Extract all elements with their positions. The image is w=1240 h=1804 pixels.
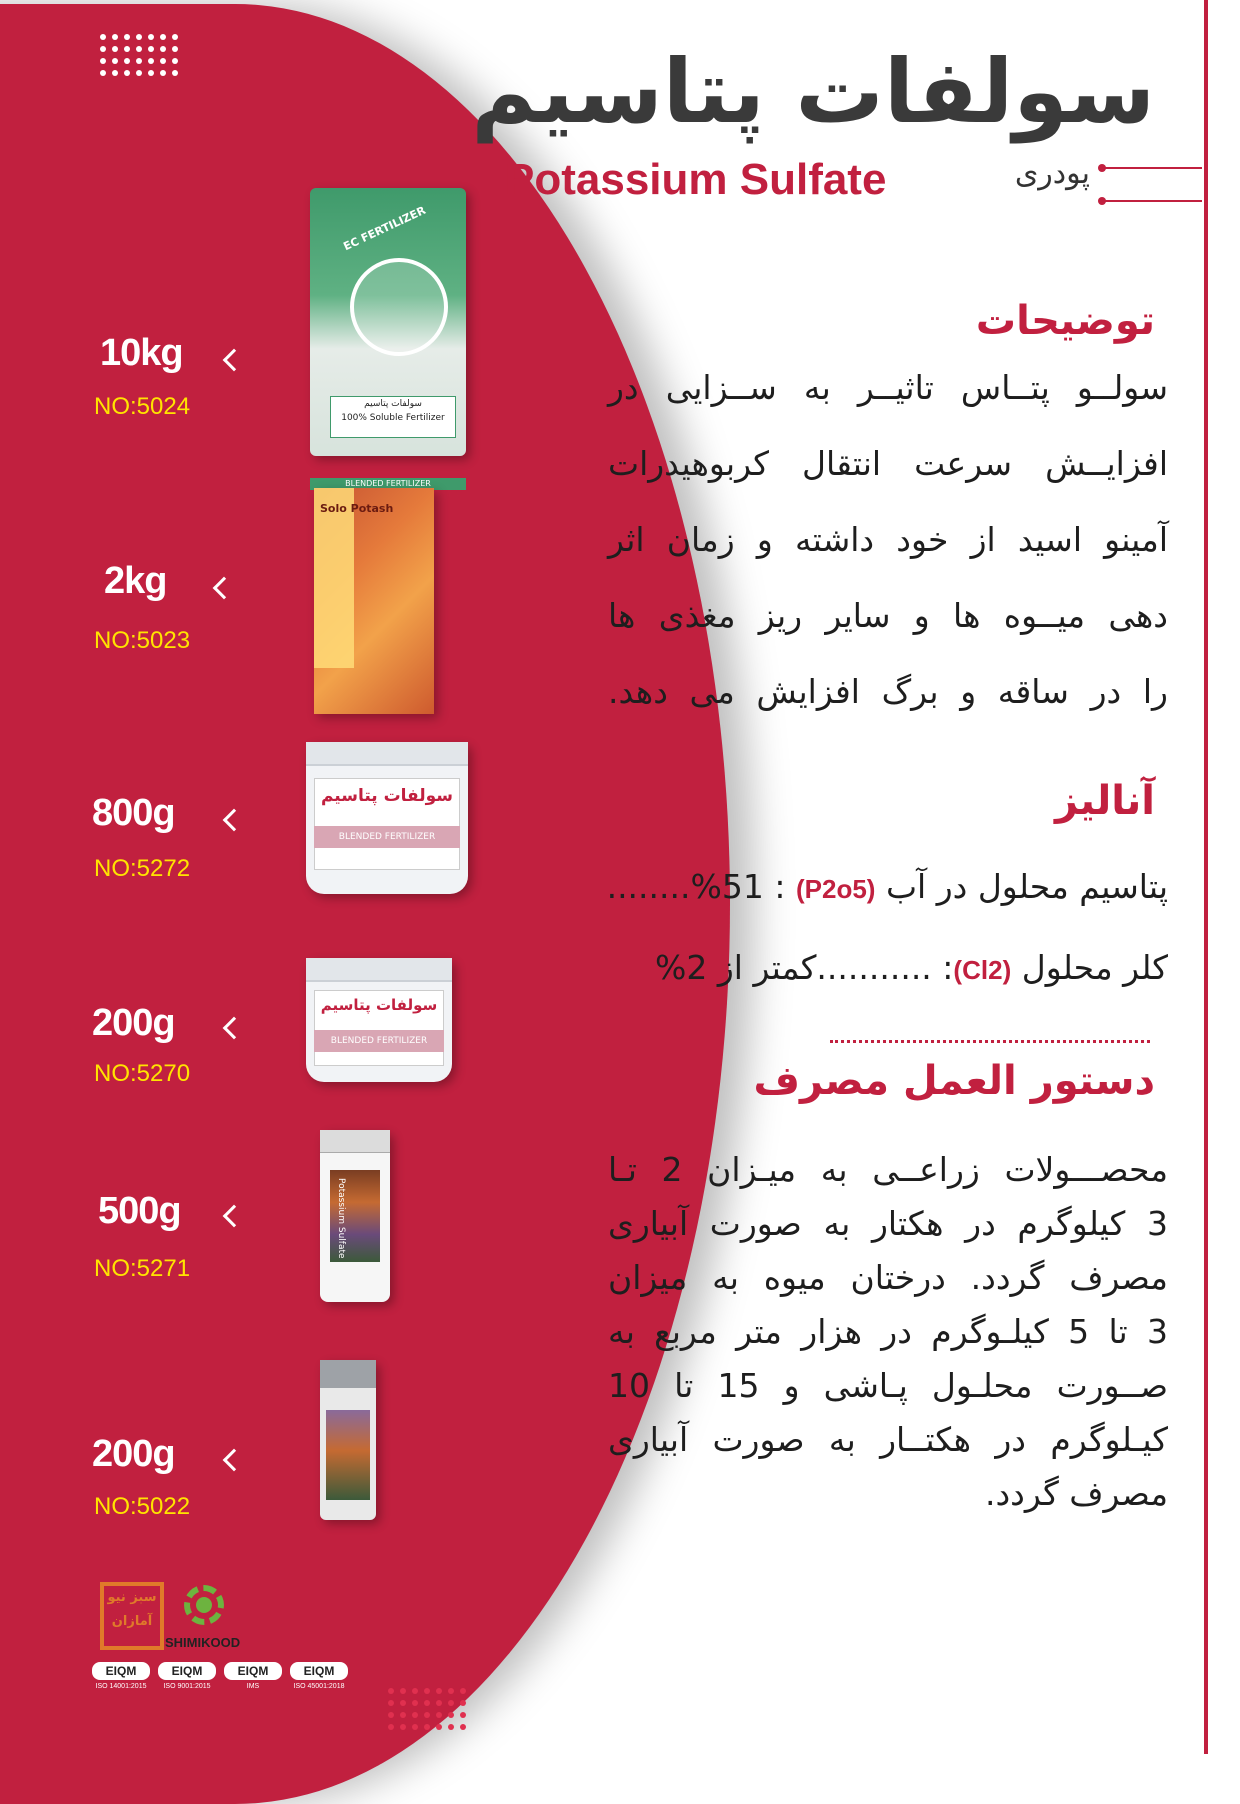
product-image-bag <box>310 188 466 488</box>
company-logo: سبز نیو آمازان <box>100 1582 164 1650</box>
tub-lid <box>306 742 468 766</box>
product-code: NO:5272 <box>94 855 191 882</box>
analysis-label: کلر محلول <box>1021 948 1168 987</box>
cert-badge <box>92 1662 150 1690</box>
product-label-en: Potassium Sulfate <box>336 1178 346 1259</box>
analysis-separator: : <box>763 867 796 906</box>
decor-dot <box>1098 164 1106 172</box>
page-title-en: Potassium Sulfate <box>505 155 887 204</box>
cert-badge <box>290 1662 348 1690</box>
product-label-fa: سولفات پتاسیم <box>364 399 422 409</box>
analysis-label: پتاسیم محلول در آب <box>885 867 1168 906</box>
product-code: NO:5024 <box>94 393 191 420</box>
usage-line: 3 کیلوگرم در هکتار به صورت آبیاری <box>608 1204 1168 1243</box>
decor-dot <box>1098 197 1106 205</box>
jar-label <box>326 1410 370 1500</box>
cert-name: EIQM <box>158 1662 216 1680</box>
cert-iso: ISO 14001:2015 <box>95 1683 147 1690</box>
jar-cap <box>320 1130 390 1153</box>
analysis-value: %51........ <box>606 867 764 906</box>
analysis-separator: : <box>931 948 954 987</box>
certification-badges <box>92 1662 348 1690</box>
dot-grid-icon <box>388 1688 466 1730</box>
usage-line: محصـــولات زراعــی به میـزان 2 تـا <box>608 1150 1168 1189</box>
cert-badge <box>158 1662 216 1690</box>
dotted-divider <box>830 1040 1150 1043</box>
usage-line: 3 تا 5 کیلـوگرم در هزار متر مربع به <box>608 1312 1169 1351</box>
cert-iso: ISO 45001:2018 <box>293 1683 345 1690</box>
usage-line: مصرف گردد. <box>985 1474 1168 1513</box>
analysis-formula: (Cl2) <box>953 955 1012 985</box>
subtitle-powder: پودری <box>1014 156 1090 191</box>
description-line: افزایــش سرعت انتقال کربوهیدرات <box>608 444 1168 483</box>
usage-line: صــورت محلـول پـاشی و 15 تا 10 <box>608 1366 1169 1405</box>
product-band: BLENDED FERTILIZER <box>310 478 466 490</box>
product-label-fa: سولفات پتاسیم <box>320 996 438 1014</box>
usage-line: مصرف گردد. درختان میوه به میزان <box>608 1258 1168 1297</box>
description-heading: توضیحات <box>975 298 1155 344</box>
description-line: دهی میــوه ها و سایر ریز مغذی ها <box>608 596 1168 635</box>
product-code: NO:5271 <box>94 1255 191 1282</box>
jar-label <box>330 1170 380 1262</box>
usage-heading: دستور العمل مصرف <box>753 1058 1155 1104</box>
box-strip <box>314 488 354 668</box>
product-label-fa: سولفات پتاسیم <box>320 786 454 806</box>
jar-cap <box>320 1360 376 1388</box>
description-line: سولــو پتــاس تاثیــر به ســزایی در <box>608 368 1168 407</box>
product-size: 2kg <box>104 560 167 602</box>
description-line: آمینو اسید از خود داشته و زمان اثر <box>608 520 1168 559</box>
analysis-value: ...........کمتر از 2% <box>655 948 932 987</box>
usage-text <box>608 1143 1168 1521</box>
brand-name: SHIMIKOOD <box>165 1635 241 1650</box>
product-code: NO:5270 <box>94 1060 191 1087</box>
cert-iso: ISO 9001:2015 <box>163 1683 211 1690</box>
product-image-tub <box>306 742 468 894</box>
gear-logo-center <box>196 1597 212 1613</box>
product-image-jar <box>320 1130 390 1302</box>
right-border <box>1204 0 1208 1754</box>
product-brand: Solo Potash <box>320 502 394 515</box>
cert-name: EIQM <box>92 1662 150 1680</box>
product-code: NO:5022 <box>94 1493 191 1520</box>
description-line: را در ساقه و برگ افزایش می دهد. <box>608 672 1168 711</box>
decor-line <box>1102 200 1202 202</box>
analysis-row-potassium <box>608 867 1168 906</box>
dot-grid-icon <box>100 34 178 76</box>
tub-lid <box>306 958 452 982</box>
product-size: 800g <box>92 792 175 834</box>
product-image-box <box>314 488 434 714</box>
product-size: 200g <box>92 1002 175 1044</box>
cert-name: EIQM <box>290 1662 348 1680</box>
usage-line: کیـلوگرم در هکتــار به صورت آبیاری <box>608 1420 1168 1459</box>
product-band: BLENDED FERTILIZER <box>314 826 460 848</box>
decor-line <box>1102 167 1202 169</box>
product-size: 500g <box>98 1190 181 1232</box>
product-size: 10kg <box>100 332 183 374</box>
product-brand: EC FERTILIZER <box>341 203 428 254</box>
product-label <box>330 396 456 438</box>
product-band: BLENDED FERTILIZER <box>314 1030 444 1052</box>
product-label-note: 100% Soluble Fertilizer <box>341 413 445 423</box>
analysis-heading: آنالیز <box>1055 778 1155 824</box>
page-title-fa: سولفات پتاسیم <box>471 40 1155 143</box>
cert-iso: IMS <box>246 1683 260 1690</box>
cert-name: EIQM <box>224 1662 282 1680</box>
brand-ring-icon <box>350 258 448 356</box>
product-image-small-tub <box>306 958 452 1082</box>
product-size: 200g <box>92 1433 175 1475</box>
cert-badge <box>224 1662 282 1690</box>
product-code: NO:5023 <box>94 627 191 654</box>
analysis-formula: (P2o5) <box>795 874 876 904</box>
analysis-row-chlorine <box>608 948 1168 987</box>
description-text <box>608 350 1168 730</box>
product-image-small-jar <box>320 1360 376 1520</box>
